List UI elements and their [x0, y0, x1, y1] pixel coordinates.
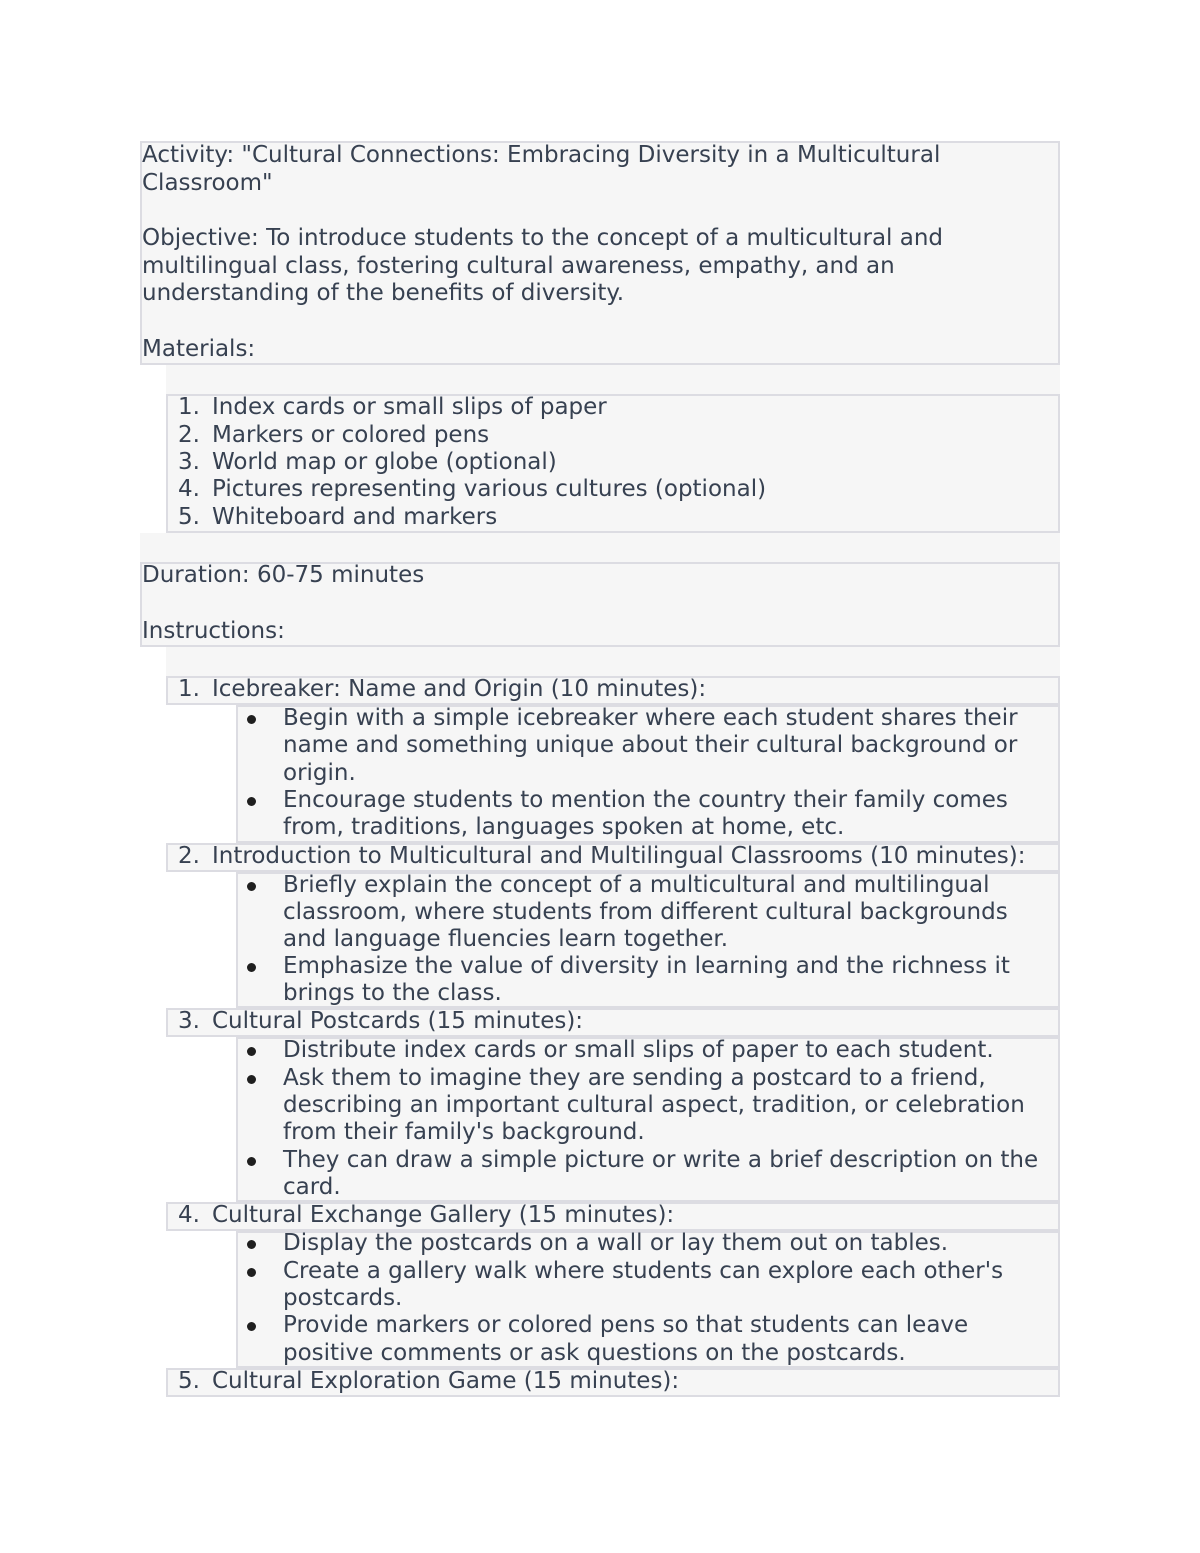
step-bullet-line: Ask them to imagine they are sending a postcard to a friend, — [283, 1065, 986, 1091]
step-title: Cultural Exchange Gallery (15 minutes): — [212, 1202, 675, 1228]
bullet-icon — [247, 797, 256, 806]
objective-line-3: understanding of the benefits of diversity. — [142, 280, 625, 306]
instructions-label: Instructions: — [142, 618, 285, 644]
bullet-icon — [247, 882, 256, 891]
step-bullet-line: They can draw a simple picture or write a brief description on the — [283, 1147, 1039, 1173]
materials-item-number: 2. — [178, 422, 200, 448]
step-bullet-line: Provide markers or colored pens so that students can leave — [283, 1312, 969, 1338]
duration-text: Duration: 60-75 minutes — [142, 562, 425, 588]
bullet-icon — [247, 1268, 256, 1277]
step-title: Cultural Exploration Game (15 minutes): — [212, 1368, 680, 1394]
step-number: 2. — [178, 843, 200, 869]
bullet-icon — [247, 715, 256, 724]
bullet-icon — [247, 1157, 256, 1166]
step-bullet-line: Display the postcards on a wall or lay them out on tables. — [283, 1230, 949, 1256]
bullet-icon — [247, 1075, 256, 1084]
step-title: Icebreaker: Name and Origin (10 minutes): — [212, 676, 707, 702]
step-bullet-line: positive comments or ask questions on the postcards. — [283, 1340, 906, 1366]
bullet-icon — [247, 1047, 256, 1056]
materials-item-number: 5. — [178, 504, 200, 530]
step-number: 1. — [178, 676, 200, 702]
step-bullet-line: classroom, where students from different cultural backgrounds — [283, 899, 1008, 925]
step-title: Introduction to Multicultural and Multilingual Classrooms (10 minutes): — [212, 843, 1026, 869]
materials-item: Markers or colored pens — [212, 422, 490, 448]
step-bullet-line: postcards. — [283, 1285, 403, 1311]
materials-item: Pictures representing various cultures (optional) — [212, 476, 767, 502]
objective-line-2: multilingual class, fostering cultural awareness, empathy, and an — [142, 252, 895, 279]
bullet-icon — [247, 963, 256, 972]
step-bullet-line: and language fluencies learn together. — [283, 926, 729, 952]
materials-item-number: 1. — [178, 394, 200, 420]
step-bullet-line: name and something unique about their cultural background or — [283, 732, 1018, 758]
spacer-band — [140, 533, 1060, 562]
materials-item: Whiteboard and markers — [212, 504, 498, 530]
step-bullet-line: Begin with a simple icebreaker where each student shares their — [283, 705, 1018, 731]
step-title: Cultural Postcards (15 minutes): — [212, 1008, 584, 1034]
activity-title-line-2: Classroom" — [142, 169, 273, 196]
step-bullet-line: Encourage students to mention the country their family comes — [283, 787, 1008, 813]
materials-item-number: 3. — [178, 449, 200, 475]
step-number: 3. — [178, 1008, 200, 1034]
bullet-icon — [247, 1322, 256, 1331]
step-number: 4. — [178, 1202, 200, 1228]
activity-title-line-1: Activity: "Cultural Connections: Embracing Diversity in a Multicultural — [142, 142, 941, 168]
step-bullet-line: from their family's background. — [283, 1119, 645, 1145]
step-bullet-line: origin. — [283, 760, 356, 786]
step-bullet-line: Emphasize the value of diversity in learning and the richness it — [283, 953, 1010, 979]
step-bullet-line: card. — [283, 1174, 341, 1200]
materials-item: World map or globe (optional) — [212, 449, 557, 475]
step-bullet-line: describing an important cultural aspect, tradition, or celebration — [283, 1092, 1025, 1118]
step-bullet-line: Distribute index cards or small slips of paper to each student. — [283, 1037, 994, 1063]
bullet-icon — [247, 1240, 256, 1249]
step-number: 5. — [178, 1368, 200, 1394]
spacer-band — [166, 365, 1060, 394]
materials-item-number: 4. — [178, 476, 200, 502]
step-bullet-line: Briefly explain the concept of a multicultural and multilingual — [283, 872, 990, 898]
spacer-band — [166, 647, 1060, 676]
materials-item: Index cards or small slips of paper — [212, 394, 607, 420]
materials-label: Materials: — [142, 336, 256, 362]
step-bullet-line: brings to the class. — [283, 980, 502, 1006]
step-bullet-line: from, traditions, languages spoken at home, etc. — [283, 814, 845, 840]
step-bullet-line: Create a gallery walk where students can explore each other's — [283, 1258, 1004, 1284]
objective-line-1: Objective: To introduce students to the concept of a multicultural and — [142, 225, 944, 251]
